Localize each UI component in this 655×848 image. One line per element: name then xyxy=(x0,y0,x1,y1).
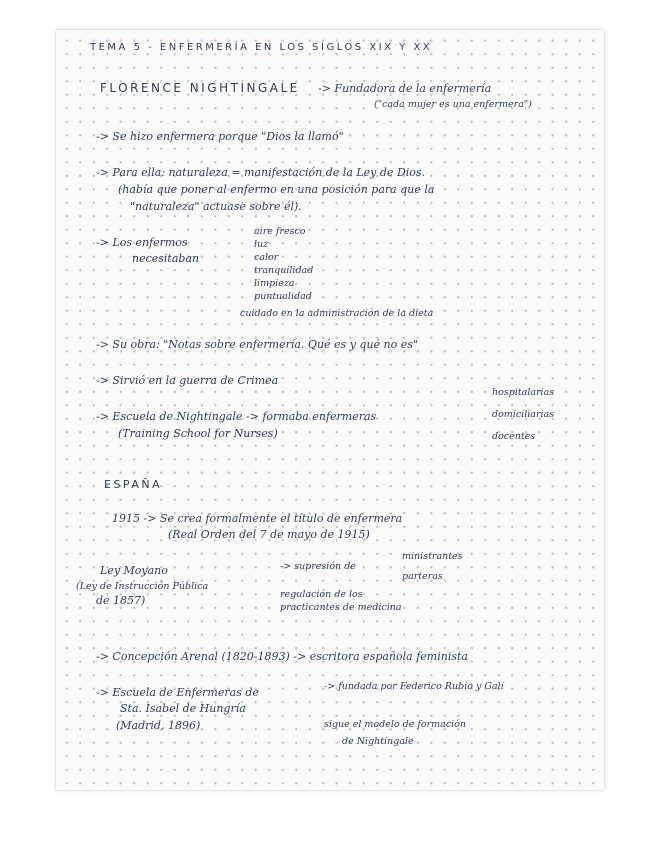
notebook-page xyxy=(56,30,604,790)
nurse-type: hospitalarias xyxy=(492,387,555,398)
ley-moyano: Ley Moyano xyxy=(100,564,168,577)
nature-line-1: -> Para ella: naturaleza = manifestación de la Ley de Dios. xyxy=(96,166,426,179)
patients-needed-label-2: necesitaban xyxy=(132,252,200,265)
school-name: (Training School for Nurses) xyxy=(118,427,278,440)
arenal-note: -> Concepción Arenal (1820-1893) -> escritora española feminista xyxy=(96,650,468,663)
founder-quote: ("cada mujer es una enfermera") xyxy=(374,99,532,110)
nature-line-3: "naturaleza" actuase sobre él). xyxy=(130,200,302,213)
founder-note: -> Fundadora de la enfermería xyxy=(318,82,492,95)
need-item: limpieza xyxy=(254,278,295,289)
real-orden: (Real Orden del 7 de mayo de 1915) xyxy=(168,528,370,541)
regulation-note: regulación de los xyxy=(280,589,363,600)
isabel-school: -> Escuela de Enfermeras de xyxy=(96,686,259,699)
school-note: -> Escuela de Nightingale -> formaba enfermeras xyxy=(96,410,377,423)
spain-heading: ESPAÑA xyxy=(104,478,163,491)
regulation-note-2: practicantes de medicina xyxy=(280,602,402,613)
florence-name: FLORENCE NIGHTINGALE xyxy=(100,81,300,95)
ley-moyano-detail: (Ley de Instrucción Pública xyxy=(76,581,209,592)
need-item-diet: cuidado en la administración de la dieta xyxy=(240,308,434,319)
work-note: -> Su obra: "Notas sobre enfermería. Qué es y qué no es" xyxy=(96,338,418,351)
need-item: calor xyxy=(254,252,279,263)
title-1915: 1915 -> Se crea formalmente el título de enfermera xyxy=(112,512,403,525)
patients-needed-label: -> Los enfermos xyxy=(96,236,188,249)
suppressed-item: ministrantes xyxy=(402,551,463,562)
nurse-type: docentes xyxy=(492,431,536,442)
suppressed-item: parteras xyxy=(402,571,443,582)
nature-line-2: (había que poner al enfermo en una posición para que la xyxy=(118,183,435,196)
need-item: tranquilidad xyxy=(254,265,314,276)
need-item: puntualidad xyxy=(254,291,312,302)
isabel-school-2: Sta. Isabel de Hungría xyxy=(120,702,246,715)
founded-by: -> fundada por Federico Rubio y Galí xyxy=(324,681,504,692)
nightingale-model-2: de Nightingale xyxy=(342,736,414,747)
ley-moyano-year: de 1857) xyxy=(96,594,146,607)
suppression-note: -> supresión de xyxy=(280,561,356,572)
isabel-school-place: (Madrid, 1896) xyxy=(116,719,201,732)
nurse-type: domiciliarias xyxy=(492,409,555,420)
vocation-note: -> Se hizo enfermera porque "Dios la llamó" xyxy=(96,130,344,143)
crimea-note: -> Sirvió en la guerra de Crimea xyxy=(96,374,279,387)
need-item: aire fresco xyxy=(254,226,306,237)
page-title: TEMA 5 - ENFERMERÍA EN LOS SIGLOS XIX Y XX xyxy=(90,42,433,53)
need-item: luz xyxy=(254,239,269,250)
nightingale-model: sigue el modelo de formación xyxy=(324,719,467,730)
